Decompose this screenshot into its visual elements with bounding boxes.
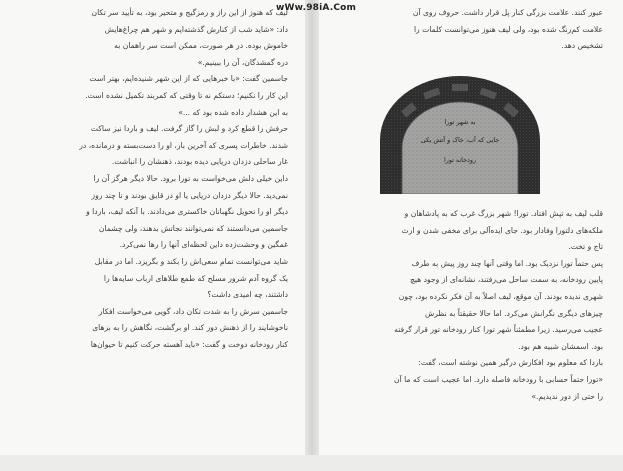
- text-line: لیف که هنوز از این راز و رمزگیج و متحیر بود، به تأیید سر تکان: [91, 8, 288, 17]
- text-line: یک گروه آدم شرور مسلح که طمع طلاهای ارباب سایه‌ها را: [103, 273, 288, 283]
- text-line: ملکه‌های دلتورا وفادار بود. جای ایده‌آلی برای مخفی شدن و ارث: [401, 225, 603, 235]
- bottom-margin: [0, 455, 623, 471]
- text-line: شهری ندیده بودند. آن موقع، لیف اصلاً به آن فکر نکرده بود، چون: [398, 291, 603, 301]
- text-line: را حتی از دور ندیدیم.»: [531, 391, 603, 401]
- left-page-text: [18, 5, 288, 353]
- text-line: داد: «شاید شب از کنارش گذشته‌ایم و شهر هم چراغ‌هایش: [104, 24, 288, 34]
- text-line: عجیب می‌رسید. زیرا مطمئناً شهر تورا کنار رودخانه تور قرار گرفته: [394, 325, 603, 335]
- text-line: دره گمشدگان، آن را ببینیم.»: [197, 57, 288, 67]
- text-line: چیزهای دیگری نگرانش می‌کرد. اما حالا حقیقتاً به نظرش: [424, 308, 603, 318]
- text-line: بود. اسمشان شبیه هم بود.: [518, 341, 603, 351]
- right-page-text-bottom: [327, 206, 603, 405]
- text-line: دیگر او را تحویل نگهبانان خاکستری می‌دادند. با آنکه لیف، باردا و: [86, 207, 288, 217]
- sign-line-3: رودخانه تورا: [443, 156, 477, 164]
- sign-line-2: جایی که آب، خاک و آتش یکی: [420, 136, 500, 144]
- text-line: نمی‌دید. حالا دیگر دزدان دریایی یا او در قایق بودند و تا چند روز: [91, 190, 288, 200]
- text-line: کنار رودخانه دوخت و گفت: «باید آهسته حرکت کنیم تا حیوان‌ها: [90, 339, 288, 349]
- text-line: تشخیص دهد.: [561, 41, 603, 51]
- text-line: پس حتماً تورا نزدیک بود. اما وقتی آنها چند روز پیش به طرف: [411, 258, 603, 268]
- text-line: جاسمین گفت: «با خبرهایی که از این شهر شنیده‌ایم، بهتر است: [89, 74, 288, 84]
- sign-illustration: [372, 70, 548, 194]
- text-line: عبور کنند. علامت بزرگی کنار پل قرار داشت. حروف روی آن: [412, 8, 603, 17]
- arch-inner: [402, 102, 518, 194]
- text-line: علامت کم‌رنگ شده بود، ولی لیف هنوز می‌توانست کلمات را: [413, 24, 603, 34]
- text-line: تاج و تخت.: [568, 242, 603, 252]
- text-line: ناخوشایند را از ذهنش دور کند. او برگشت، نگاهش را به بزهای: [92, 323, 288, 333]
- text-line: «تورا حتماً حسابی با رودخانه فاصله دارد. اما عجیب است که ما آن: [394, 374, 603, 384]
- text-line: داشتند، چه امیدی داشت؟: [207, 290, 288, 300]
- text-line: پایین رودخانه، به سمت ساحل می‌رفتند، نشانه‌ای از وجود هیچ: [409, 275, 603, 285]
- text-line: باردا که معلوم بود افکارش درگیر همین نوشته است، گفت:: [418, 358, 603, 368]
- text-line: خاموش بوده. در هر صورت، ممکن است سر راهمان به: [114, 41, 288, 51]
- text-line: حرفش را قطع کرد و لبش را گاز گرفت. لیف و باردا نیز ساکت: [90, 124, 288, 134]
- text-line: جاسمین سرش را به شدت تکان داد، گویی می‌خواست افکار: [98, 306, 288, 316]
- text-line: غار ساحلی دزدان دریایی دیده بودند، ذهنشان را انباشت.: [111, 157, 288, 167]
- watermark: wWw.98iA.Com: [276, 3, 357, 13]
- sign-line-1: به شهر تورا: [444, 118, 476, 126]
- text-line: به‌ این هشدار داده شده بود که ...»: [178, 107, 288, 117]
- text-line: این کار را نکنیم؛ دستکم نه تا وقتی که کمربند تکمیل نشده است.: [85, 90, 288, 100]
- sign-drawing: [372, 70, 548, 194]
- text-line: قلب لیف به تپش افتاد. تورا! شهر بزرگ غرب که به پادشاهان و: [404, 209, 603, 218]
- text-line: غمگین و وحشت‌زده داین لحظه‌ای آنها را رها نمی‌کرد.: [119, 240, 288, 250]
- text-line: شاید می‌توانست تمام سعی‌اش را بکند و بگریزد. اما در مقابل: [94, 256, 288, 266]
- text-line: داین خیلی دلش می‌خواست به تورا برود. حالا دیگر هرگز آن را: [93, 173, 288, 183]
- text-line: شدند. خاطرات پسری که آخرین بار، او را دست‌بسته و درمانده، در: [79, 140, 288, 150]
- book-gutter: [305, 0, 319, 455]
- right-page-text-top: [327, 5, 603, 55]
- text-line: جاسمین می‌دانستند که نمی‌توانند نجاتش بدهند، ولی چشمان: [98, 223, 288, 233]
